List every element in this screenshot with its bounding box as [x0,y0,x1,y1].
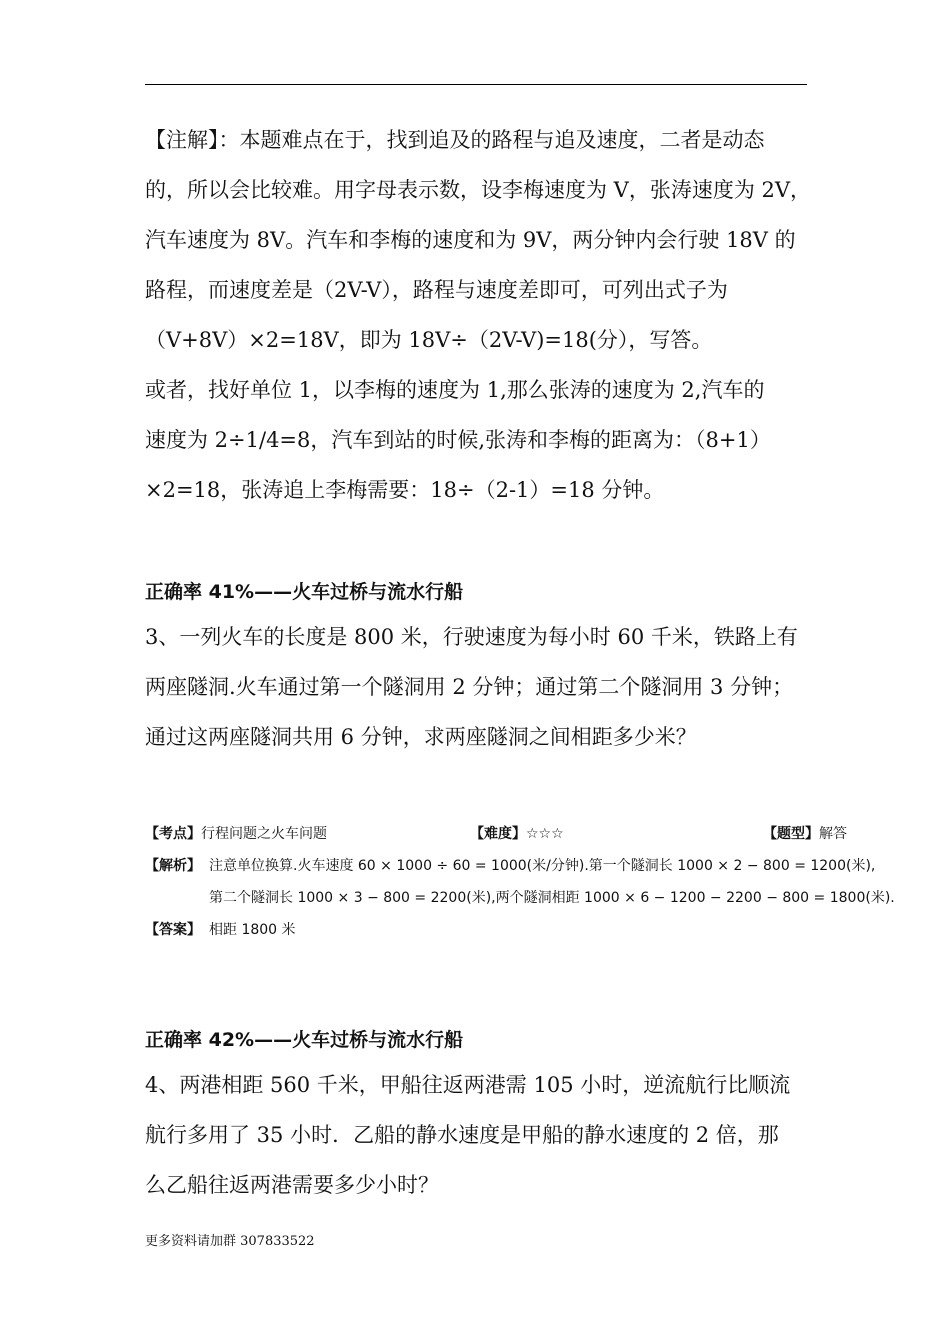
note-line: 汽车速度为 8V。汽车和李梅的速度和为 9V，两分钟内会行驶 18V 的 [145,228,796,252]
note-paragraph [145,115,810,515]
question4-line: 4、两港相距 560 千米，甲船往返两港需 105 小时，逆流航行比顺流 [145,1073,791,1097]
daan-value: 相距 1800 米 [209,922,296,938]
question4-line: 航行多用了 35 小时．乙船的静水速度是甲船的静水速度的 2 倍，那 [145,1123,779,1147]
note-line: ×2=18，张涛追上李梅需要：18÷（2-1）=18 分钟。 [145,478,665,502]
daan-label: 【答案】 [145,922,201,938]
section4-heading: 正确率 42%——火车过桥与流水行船 [145,1029,464,1051]
nandu-value: ☆☆☆ [526,826,564,842]
question3-line: 3、一列火车的长度是 800 米，行驶速度为每小时 60 千米，铁路上有 [145,625,798,649]
kaodian-value: 行程问题之火车问题 [201,826,327,842]
note-line: 路程，而速度差是（2V-V），路程与速度差即可，可列出式子为 [145,278,728,302]
solution3-analysis-row [145,850,905,882]
jiexi-line-1: 注意单位换算.火车速度 60 × 1000 ÷ 60 = 1000(米/分钟).第一个隧洞长 1000 × 2 − 800 = 1200(米), [209,858,876,874]
footer-note: 更多资料请加群 307833522 [145,1234,315,1249]
jiexi-line-2: 第二个隧洞长 1000 × 3 − 800 = 2200(米),两个隧洞相距 1000 × 6 − 1200 − 2200 − 800 = 1800(米). [209,890,895,906]
jiexi-label: 【解析】 [145,858,201,874]
question3-line: 两座隧洞.火车通过第一个隧洞用 2 分钟；通过第二个隧洞用 3 分钟； [145,675,794,699]
header-rule [145,84,807,85]
question3-text [145,612,810,762]
solution3-meta-row [145,818,905,850]
solution3-answer-row [145,914,905,946]
note-line: 的，所以会比较难。用字母表示数，设李梅速度为 V，张涛速度为 2V， [145,178,812,202]
tixing-value: 解答 [819,826,847,842]
question4-line: 么乙船往返两港需要多少小时？ [145,1173,439,1197]
note-line: 【注解】：本题难点在于，找到追及的路程与追及速度，二者是动态 [145,128,765,152]
nandu-label: 【难度】 [470,826,526,842]
note-line: 速度为 2÷1/4=8，汽车到站的时候,张涛和李梅的距离为：（8+1） [145,428,771,452]
kaodian-label: 【考点】 [145,826,201,842]
question3-line: 通过这两座隧洞共用 6 分钟，求两座隧洞之间相距多少米？ [145,725,697,749]
tixing-label: 【题型】 [763,826,819,842]
question4-text [145,1060,810,1210]
solution3-block [145,818,905,946]
section3-heading: 正确率 41%——火车过桥与流水行船 [145,581,464,603]
note-line: （V+8V）×2=18V，即为 18V÷（2V-V)=18(分），写答。 [145,328,713,352]
note-line: 或者，找好单位 1，以李梅的速度为 1,那么张涛的速度为 2,汽车的 [145,378,765,402]
solution3-analysis-row-2 [145,882,905,914]
